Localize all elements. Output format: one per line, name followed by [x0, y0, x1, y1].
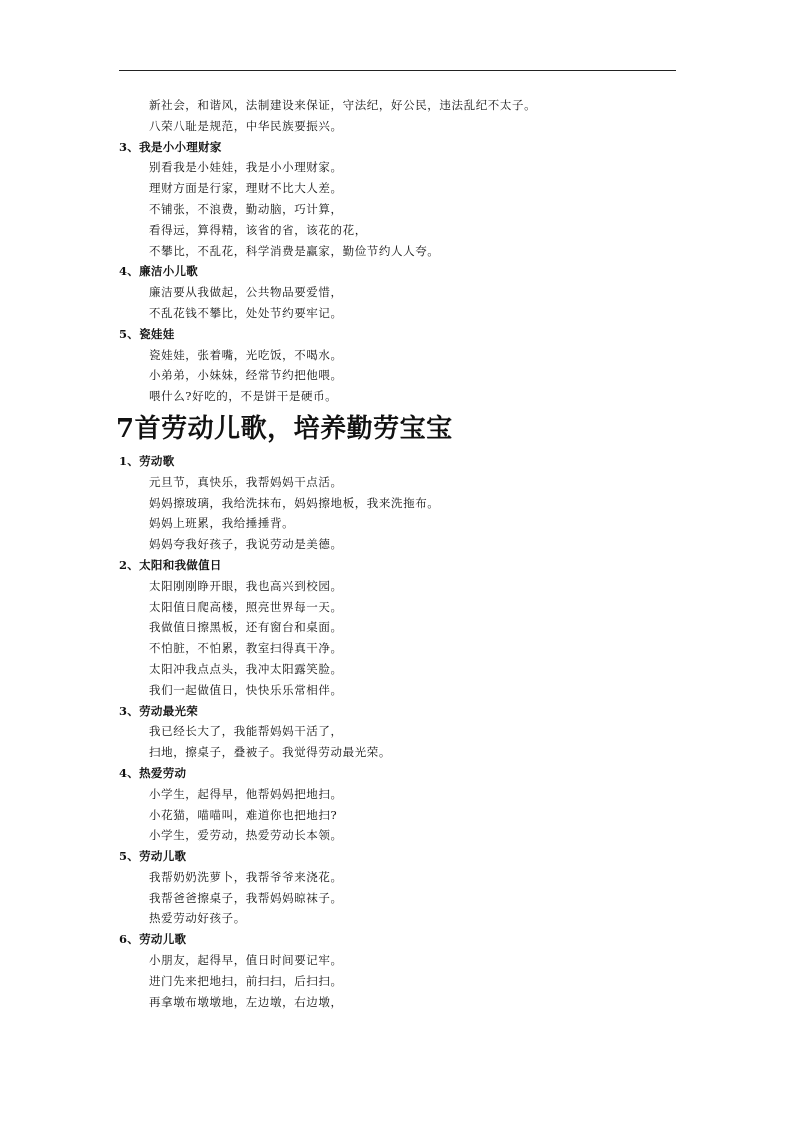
poem-line: 廉洁要从我做起，公共物品要爱惜，: [149, 285, 343, 300]
poem-line: 新社会，和谐风，法制建设来保证，守法纪，好公民，违法乱纪不太子。: [149, 98, 537, 112]
poem-heading: 6、劳动儿歌: [119, 932, 187, 947]
poem-line: 我们一起做值日，快快乐乐常相伴。: [149, 682, 343, 697]
poem-line: 八荣八耻是规范，中华民族要振兴。: [149, 118, 343, 133]
poem-line: 太阳刚刚睁开眼，我也高兴到校园。: [149, 578, 343, 593]
poem-line: 喂什么?好吃的，不是饼干是硬币。: [149, 389, 338, 404]
poem-line: 元旦节，真快乐，我帮妈妈干点活。: [149, 474, 343, 489]
poem-line: 妈妈擦玻璃，我给洗抹布，妈妈擦地板，我来洗拖布。: [149, 495, 440, 510]
poem-line: 小学生，爱劳动，热爱劳动长本领。: [149, 828, 343, 843]
section-title: 7首劳动儿歌，培养勤劳宝宝: [116, 413, 453, 444]
poem-line: 太阳值日爬高楼，照亮世界每一天。: [149, 599, 343, 614]
document-body: [116, 95, 699, 1012]
poem-line: 瓷娃娃，张着嘴，光吃饭，不喝水。: [149, 347, 343, 362]
poem-line: 妈妈夸我好孩子，我说劳动是美德。: [149, 537, 343, 552]
poem-line: 我帮奶奶洗萝卜，我帮爷爷来浇花。: [149, 869, 343, 884]
poem-line: 我帮爸爸擦桌子，我帮妈妈晾袜子。: [149, 890, 343, 905]
poem-line: 进门先来把地扫，前扫扫，后扫扫。: [149, 973, 343, 988]
poem-line: 看得远，算得精，该省的省，该花的花，: [149, 222, 367, 237]
poem-heading: 5、瓷娃娃: [119, 326, 175, 341]
poem-line: 热爱劳动好孩子。: [149, 911, 246, 926]
poem-line: 我做值日擦黑板，还有窗台和桌面。: [149, 620, 343, 635]
poem-line: 太阳冲我点点头，我冲太阳露笑脸。: [149, 661, 343, 676]
poem-line: 不怕脏，不怕累，教室扫得真干净。: [149, 641, 343, 656]
poem-line: 小学生，起得早，他帮妈妈把地扫。: [149, 786, 343, 801]
poem-line: 不乱花钱不攀比，处处节约要牢记。: [149, 305, 343, 320]
poem-block-2-taiyang: [119, 555, 699, 701]
poem-line: 再拿墩布墩墩地，左边墩，右边墩，: [149, 994, 343, 1009]
poem-heading: 2、太阳和我做值日: [119, 557, 222, 572]
poem-heading: 1、劳动歌: [119, 453, 175, 468]
poem-line: 扫地，擦桌子，叠被子。我觉得劳动最光荣。: [149, 745, 391, 760]
poem-block-4-lianjie: [119, 261, 699, 323]
poem-line: 别看我是小娃娃，我是小小理财家。: [149, 160, 343, 175]
poem-block-5-erge: [119, 846, 699, 929]
poem-block-1-laodongge: [119, 451, 699, 555]
poem-line: 小花猫，喵喵叫，难道你也把地扫?: [149, 807, 338, 822]
poem-heading: 4、热爱劳动: [119, 765, 187, 780]
poem-heading: 3、劳动最光荣: [119, 703, 199, 718]
poem-heading: 4、廉洁小儿歌: [119, 264, 199, 279]
poem-heading: 3、我是小小理财家: [119, 139, 222, 154]
poem-line: 妈妈上班累，我给捶捶背。: [149, 516, 295, 531]
poem-heading: 5、劳动儿歌: [119, 849, 187, 864]
poem-line: 小弟弟，小妹妹，经常节约把他喂。: [149, 368, 343, 383]
poem-line: 不攀比，不乱花，科学消费是赢家，勤俭节约人人夸。: [149, 243, 440, 258]
poem-line: 我已经长大了，我能帮妈妈干活了，: [149, 724, 343, 739]
poem-block-6-erge: [119, 929, 699, 1012]
poem-block-3-guangrong: [119, 701, 699, 763]
poem-block-5-ciwawa: [119, 324, 699, 407]
continuation-block: [119, 95, 699, 137]
poem-line: 小朋友，起得早，值日时间要记牢。: [149, 953, 343, 968]
poem-line: 理财方面是行家，理财不比大人差。: [149, 181, 343, 196]
poem-line: 不铺张，不浪费，勤动脑，巧计算，: [149, 201, 343, 216]
poem-block-3-licai: [119, 137, 699, 262]
header-rule: [119, 70, 676, 71]
poem-block-4-reai: [119, 763, 699, 846]
